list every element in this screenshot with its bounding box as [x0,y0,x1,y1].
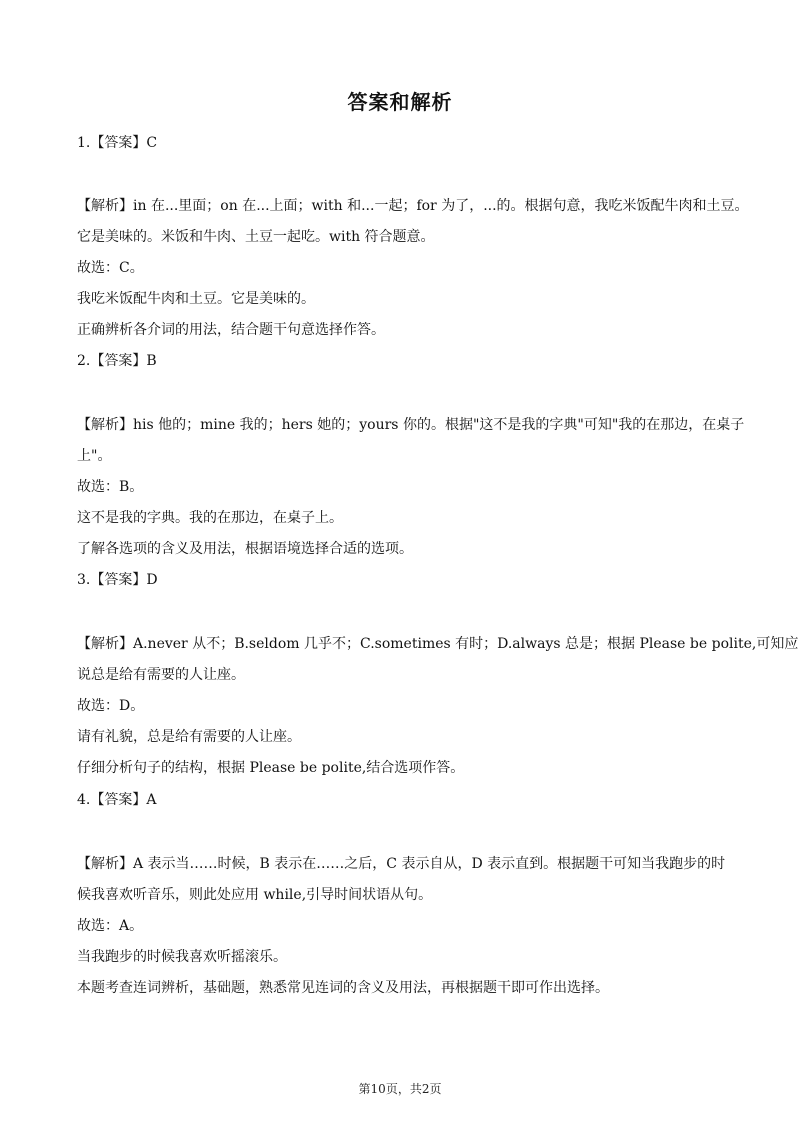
translation-2: 这不是我的字典。我的在那边，在桌子上。 [77,510,343,526]
choice-2: 故选：B。 [77,479,144,495]
translation-4: 当我跑步的时候我喜欢听摇滚乐。 [77,949,287,965]
analysis-1-line-1: 【解析】in 在...里面；on 在...上面；with 和...一起；for 为了，...的。根据句意，我吃米饭配牛肉和土豆。 [77,198,749,214]
answer-4: 4.【答案】A [77,792,157,808]
choice-3: 故选：D。 [77,698,145,714]
analysis-2-line-2: 上"。 [77,448,112,464]
tip-4: 本题考查连词辨析，基础题，熟悉常见连词的含义及用法，再根据题干即可作出选择。 [77,980,609,996]
answer-2: 2.【答案】B [77,353,157,369]
answer-1: 1.【答案】C [77,135,158,151]
translation-1: 我吃米饭配牛肉和土豆。它是美味的。 [77,291,315,307]
choice-4: 故选：A。 [77,918,144,934]
page-footer: 第10页，共2页 [358,1082,442,1096]
choice-1: 故选：C。 [77,260,144,276]
analysis-1-line-2: 它是美味的。米饭和牛肉、土豆一起吃。with 符合题意。 [77,229,435,245]
analysis-2-line-1: 【解析】his 他的；mine 我的；hers 她的；yours 你的。根据"这不是我的字典"可知"我的在那边，在桌子 [77,417,745,433]
analysis-4-line-2: 候我喜欢听音乐，则此处应用 while,引导时间状语从句。 [77,887,433,903]
analysis-3-line-2: 说总是给有需要的人让座。 [77,667,245,683]
analysis-4-line-1: 【解析】A 表示当……时候，B 表示在……之后，C 表示自从，D 表示直到。根据题干可知当我跑步的时 [77,856,726,872]
answer-3: 3.【答案】D [77,572,158,588]
tip-2: 了解各选项的含义及用法，根据语境选择合适的选项。 [77,541,413,557]
page-title: 答案和解析 [347,90,453,114]
analysis-3-line-1: 【解析】A.never 从不；B.seldom 几乎不；C.sometimes 有时；D.always 总是；根据 Please be polite,可知应 [77,636,799,652]
tip-3: 仔细分析句子的结构，根据 Please be polite,结合选项作答。 [77,760,465,776]
translation-3: 请有礼貌，总是给有需要的人让座。 [77,729,301,745]
tip-1: 正确辨析各介词的用法，结合题干句意选择作答。 [77,322,385,338]
